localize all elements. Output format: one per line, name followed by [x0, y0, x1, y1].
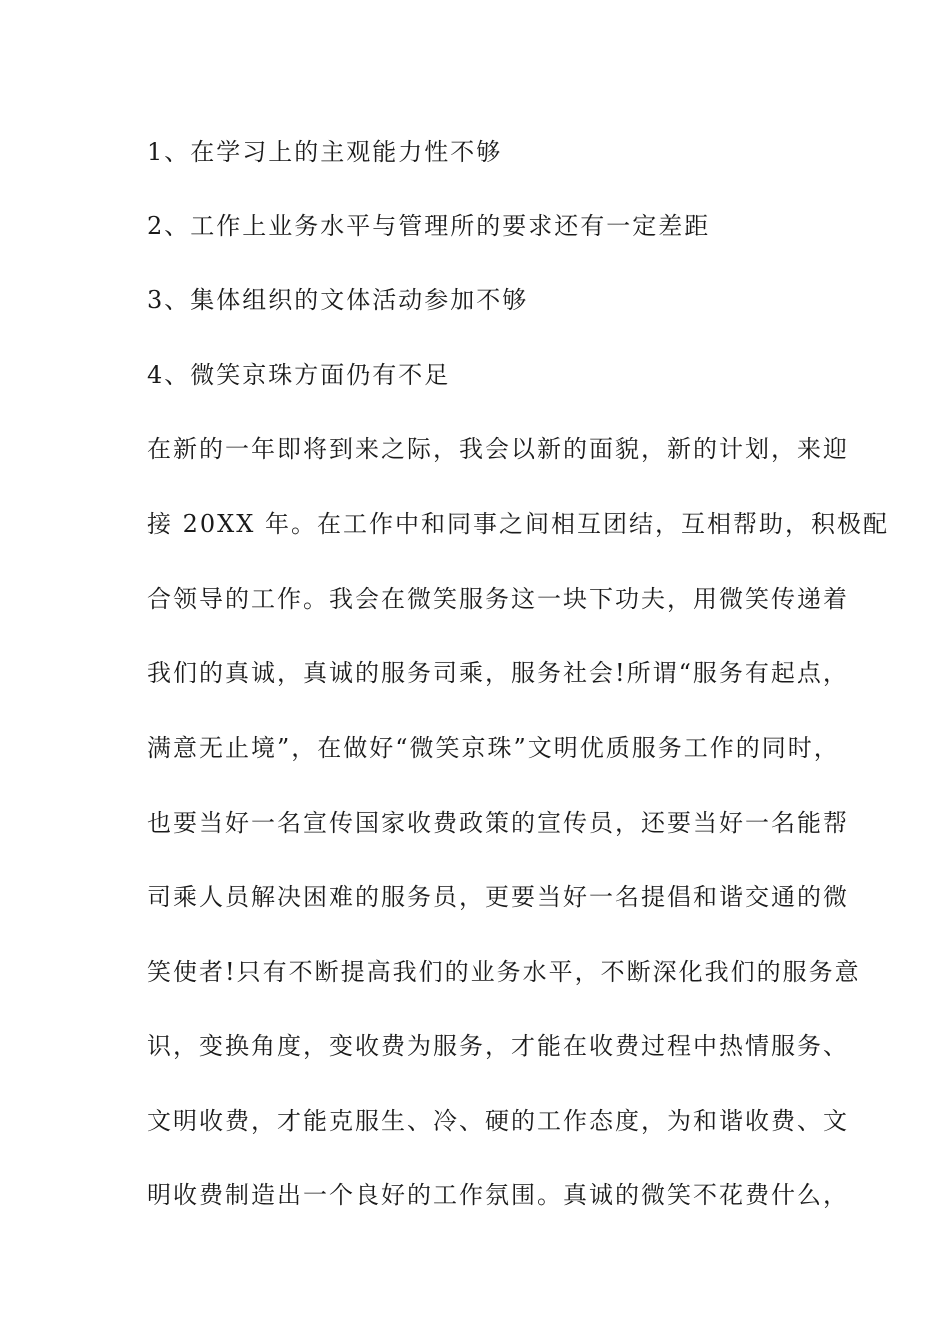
paragraph-line: 接 20XX 年。在工作中和同事之间相互团结，互相帮助，积极配: [147, 510, 889, 538]
paragraph-line: 司乘人员解决困难的服务员，更要当好一名提倡和谐交通的微: [147, 883, 849, 911]
paragraph-line: 明收费制造出一个良好的工作氛围。真诚的微笑不花费什么，: [147, 1181, 849, 1209]
paragraph-line: 文明收费，才能克服生、冷、硬的工作态度，为和谐收费、文: [147, 1107, 849, 1135]
list-item: 1、在学习上的主观能力性不够: [147, 138, 503, 166]
paragraph-line: 我们的真诚，真诚的服务司乘，服务社会!所谓“服务有起点，: [147, 659, 849, 687]
paragraph-line: 合领导的工作。我会在微笑服务这一块下功夫，用微笑传递着: [147, 585, 849, 613]
list-item: 4、微笑京珠方面仍有不足: [147, 361, 451, 389]
paragraph-line: 笑使者!只有不断提高我们的业务水平，不断深化我们的服务意: [147, 958, 861, 986]
paragraph-line: 满意无止境”，在做好“微笑京珠”文明优质服务工作的同时，: [147, 734, 840, 762]
paragraph-line: 在新的一年即将到来之际，我会以新的面貌，新的计划，来迎: [147, 435, 849, 463]
list-item: 3、集体组织的文体活动参加不够: [147, 286, 529, 314]
list-item: 2、工作上业务水平与管理所的要求还有一定差距: [147, 212, 711, 240]
paragraph-line: 也要当好一名宣传国家收费政策的宣传员，还要当好一名能帮: [147, 809, 849, 837]
paragraph-line: 识，变换角度，变收费为服务，才能在收费过程中热情服务、: [147, 1032, 849, 1060]
